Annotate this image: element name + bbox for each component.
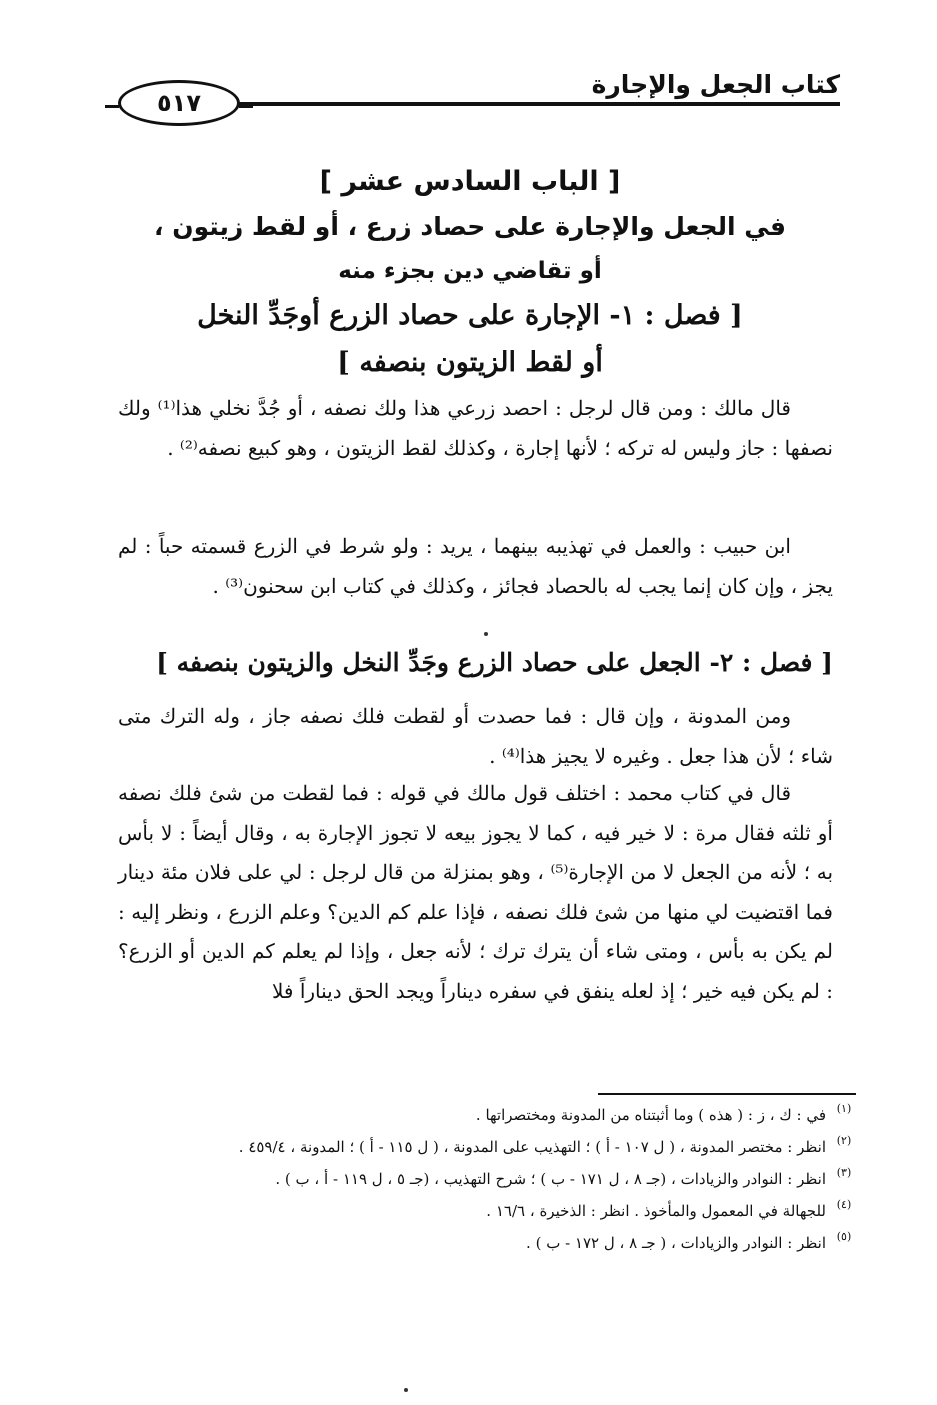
section-heading-2: [ فصل : ٢- الجعل على حصاد الزرع وجَدِّ النخل والزيتون بنصفه ] xyxy=(156,648,833,677)
footnote xyxy=(120,1100,862,1132)
footnotes xyxy=(120,1100,862,1260)
running-title: كتاب الجعل والإجارة xyxy=(591,70,840,99)
footnote-text: انظر : مختصر المدونة ، ( ل ١٠٧ - أ ) ؛ التهذيب على المدونة ، ( ل ١١٥ - أ ) ؛ المدونة ، ٤٥٩/٤ . xyxy=(238,1138,826,1156)
chapter-subtitle-line2: أو تقاضي دين بجزء منه xyxy=(338,258,602,284)
footnote xyxy=(120,1164,862,1196)
footnote-text: في : ك ، ز : ( هذه ) وما أثبتناه من المدونة ومختصراتها . xyxy=(475,1106,826,1124)
header-rule xyxy=(230,102,840,106)
footnote-rule xyxy=(598,1093,856,1095)
footnote-text: انظر : النوادر والزيادات ، ( جـ ٨ ، ل ١٧٢ - ب ) . xyxy=(526,1234,826,1252)
ink-dot xyxy=(404,1388,408,1392)
footnote-number: (٣) xyxy=(836,1166,852,1179)
footnote-text: انظر : النوادر والزيادات ، (جـ ٨ ، ل ١٧١ - ب ) ؛ شرح التهذيب ، (جـ ٥ ، ل ١١٩ - أ ، ب ) . xyxy=(275,1170,826,1188)
footnote-number: (٢) xyxy=(836,1134,852,1147)
footnote-number: (٥) xyxy=(836,1230,852,1243)
paragraph-mudawwana: ومن المدونة ، وإن قال : فما حصدت أو لقطت فلك نصفه جاز ، وله الترك متى شاء ؛ لأن هذا جعل . وغيره لا يجيز هذا⁽⁴⁾ . xyxy=(118,704,833,768)
footnote xyxy=(120,1196,862,1228)
page-number: ٥١٧ xyxy=(118,80,240,126)
footnote-number: (٤) xyxy=(836,1198,852,1211)
ink-dot xyxy=(484,632,488,636)
footnote-text: للجهالة في المعمول والمأخوذ . انظر : الذخيرة ، ١٦/٦ . xyxy=(486,1202,826,1220)
chapter-title: [ الباب السادس عشر ] xyxy=(319,166,621,197)
paragraph-malik: قال مالك : ومن قال لرجل : احصد زرعي هذا ولك نصفه ، أو جُدَّ نخلي هذا⁽¹⁾ ولك نصفها : جاز وليس له تركه ؛ لأنها إجارة ، وكذلك لقط الزيتون ، وهو كبيع نصفه⁽²⁾ . xyxy=(118,396,833,460)
section-heading-1-line1: [ فصل : ١- الإجارة على حصاد الزرع أوجَدِّ النخل xyxy=(197,300,743,331)
footnote xyxy=(120,1228,862,1260)
paragraph-kitab-muhammad: قال في كتاب محمد : اختلف قول مالك في قوله : فما لقطت من شئ فلك نصفه أو ثلثه فقال مرة : لا خير فيه ، كما لا يجوز بيعه لا تجوز الإجارة به ، وقال أيضاً : لا بأس به ؛ لأنه من الجعل لا من الإجارة⁽⁵⁾ ، وهو بمنزلة من قال لرجل : لي على فلان مئة دينار فما اقتضيت لي منها من شئ فلك نصفه ، فإذا علم كم الدين؟ وعلم الزرع ، ونظر إليه : لم يكن به بأس ، ومتى شاء أن يترك ترك ؛ لأنه جعل ، وإذا لم يعلم كم الدين أو الزرع؟ : لم يكن فيه خير ؛ إذ لعله ينفق في سفره ديناراً ويجد الحق ديناراً فلا xyxy=(118,781,834,1003)
chapter-subtitle-line1: في الجعل والإجارة على حصاد زرع ، أو لقط زيتون ، xyxy=(154,212,786,241)
footnote-number: (١) xyxy=(836,1102,852,1115)
section-heading-1-line2: أو لقط الزيتون بنصفه ] xyxy=(337,347,603,378)
footnote xyxy=(120,1132,862,1164)
page-header xyxy=(100,58,840,128)
paragraph-ibn-habib: ابن حبيب : والعمل في تهذيبه بينهما ، يريد : ولو شرط في الزرع قسمته حباً : لم يجز ، وإن كان إنما يجب له بالحصاد فجائز ، وكذلك في كتاب ابن سحنون⁽³⁾ . xyxy=(118,534,833,598)
